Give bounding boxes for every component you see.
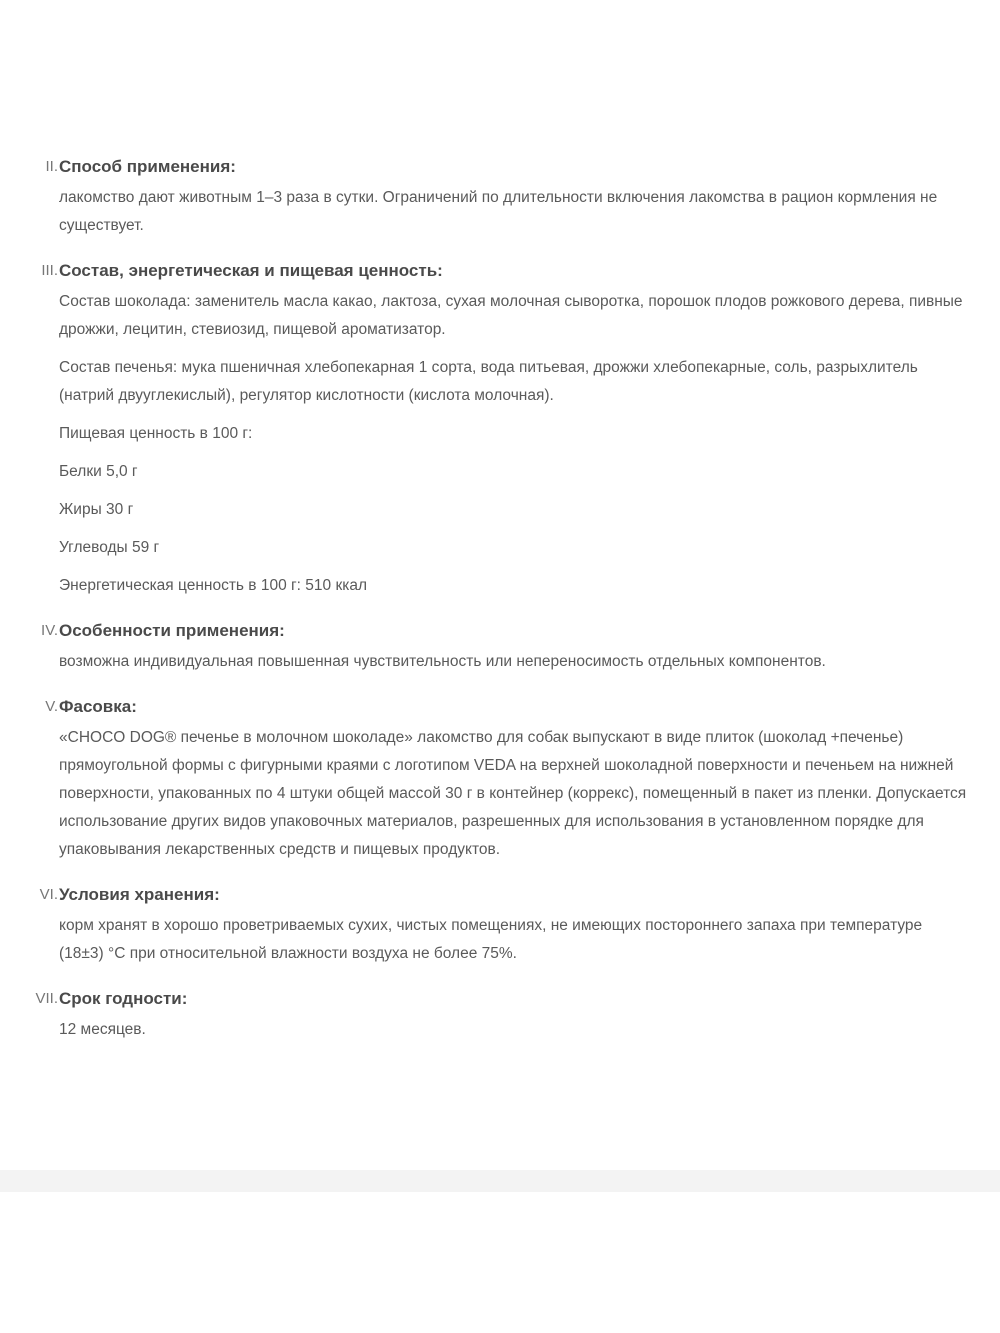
- instructions-list: [0, 150, 1000, 1058]
- section: [0, 150, 1000, 240]
- section-paragraph: лакомство дают животным 1–3 раза в сутки. Ограничений по длительности включения лакомства в рацион кормления не существует.: [59, 189, 938, 234]
- section-title: Условия хранения:: [59, 885, 220, 904]
- section-heading: [0, 690, 1000, 724]
- section-numeral: III.: [41, 262, 58, 279]
- section-paragraph: возможна индивидуальная повышенная чувствительность или непереносимость отдельных компонентов.: [59, 653, 826, 670]
- section-numeral: II.: [45, 158, 58, 175]
- section-paragraph: корм хранят в хорошо проветриваемых сухих, чистых помещениях, не имеющих постороннего запаха при температуре (18±3) °С при относительной влажности воздуха не более 75%.: [59, 917, 923, 962]
- section-numeral: VI.: [39, 886, 58, 903]
- section-heading: [0, 878, 1000, 912]
- footer-band: [0, 1170, 1000, 1192]
- section: [0, 254, 1000, 600]
- section-title: Состав, энергетическая и пищевая ценность:: [59, 261, 443, 280]
- section-title: Особенности применения:: [59, 621, 285, 640]
- section-paragraph: Углеводы 59 г: [59, 539, 160, 556]
- section-paragraph: 12 месяцев.: [59, 1021, 146, 1038]
- section-numeral: VII.: [35, 990, 58, 1007]
- section-title: Срок годности:: [59, 989, 188, 1008]
- section-paragraph: Белки 5,0 г: [59, 463, 138, 480]
- section-paragraph: Состав печенья: мука пшеничная хлебопекарная 1 сорта, вода питьевая, дрожжи хлебопекарные, соль, разрыхлитель (натрий двууглекислый), регулятор кислотности (кислота молочная).: [59, 359, 918, 404]
- section-heading: [0, 614, 1000, 648]
- section-paragraph: Состав шоколада: заменитель масла какао, лактоза, сухая молочная сыворотка, порошок плодов рожкового дерева, пивные дрожжи, лецитин, стевиозид, пищевой ароматизатор.: [59, 293, 963, 338]
- section-paragraph: Энергетическая ценность в 100 г: 510 ккал: [59, 577, 368, 594]
- section: [0, 982, 1000, 1044]
- section-numeral: IV.: [41, 622, 58, 639]
- section: [0, 614, 1000, 676]
- section: [0, 690, 1000, 864]
- section: [0, 878, 1000, 968]
- section-title: Способ применения:: [59, 157, 236, 176]
- section-paragraph: Пищевая ценность в 100 г:: [59, 425, 253, 442]
- section-paragraph: Жиры 30 г: [59, 501, 134, 518]
- section-numeral: V.: [45, 698, 58, 715]
- section-heading: [0, 254, 1000, 288]
- section-paragraph: «CHOCO DOG® печенье в молочном шоколаде» лакомство для собак выпускают в виде плиток (шоколад +печенье) прямоугольной формы с фигурными краями с логотипом VEDA на верхней шоколадной поверхности и печеньем на нижней поверхности, упакованных по 4 штуки общей массой 30 г в контейнер (коррекс), помещенный в пакет из пленки. Допускается использование других видов упаковочных материалов, разрешенных для использования в установленном порядке для упаковывания лекарственных средств и пищевых продуктов.: [59, 729, 967, 858]
- section-heading: [0, 982, 1000, 1016]
- section-heading: [0, 150, 1000, 184]
- section-title: Фасовка:: [59, 697, 137, 716]
